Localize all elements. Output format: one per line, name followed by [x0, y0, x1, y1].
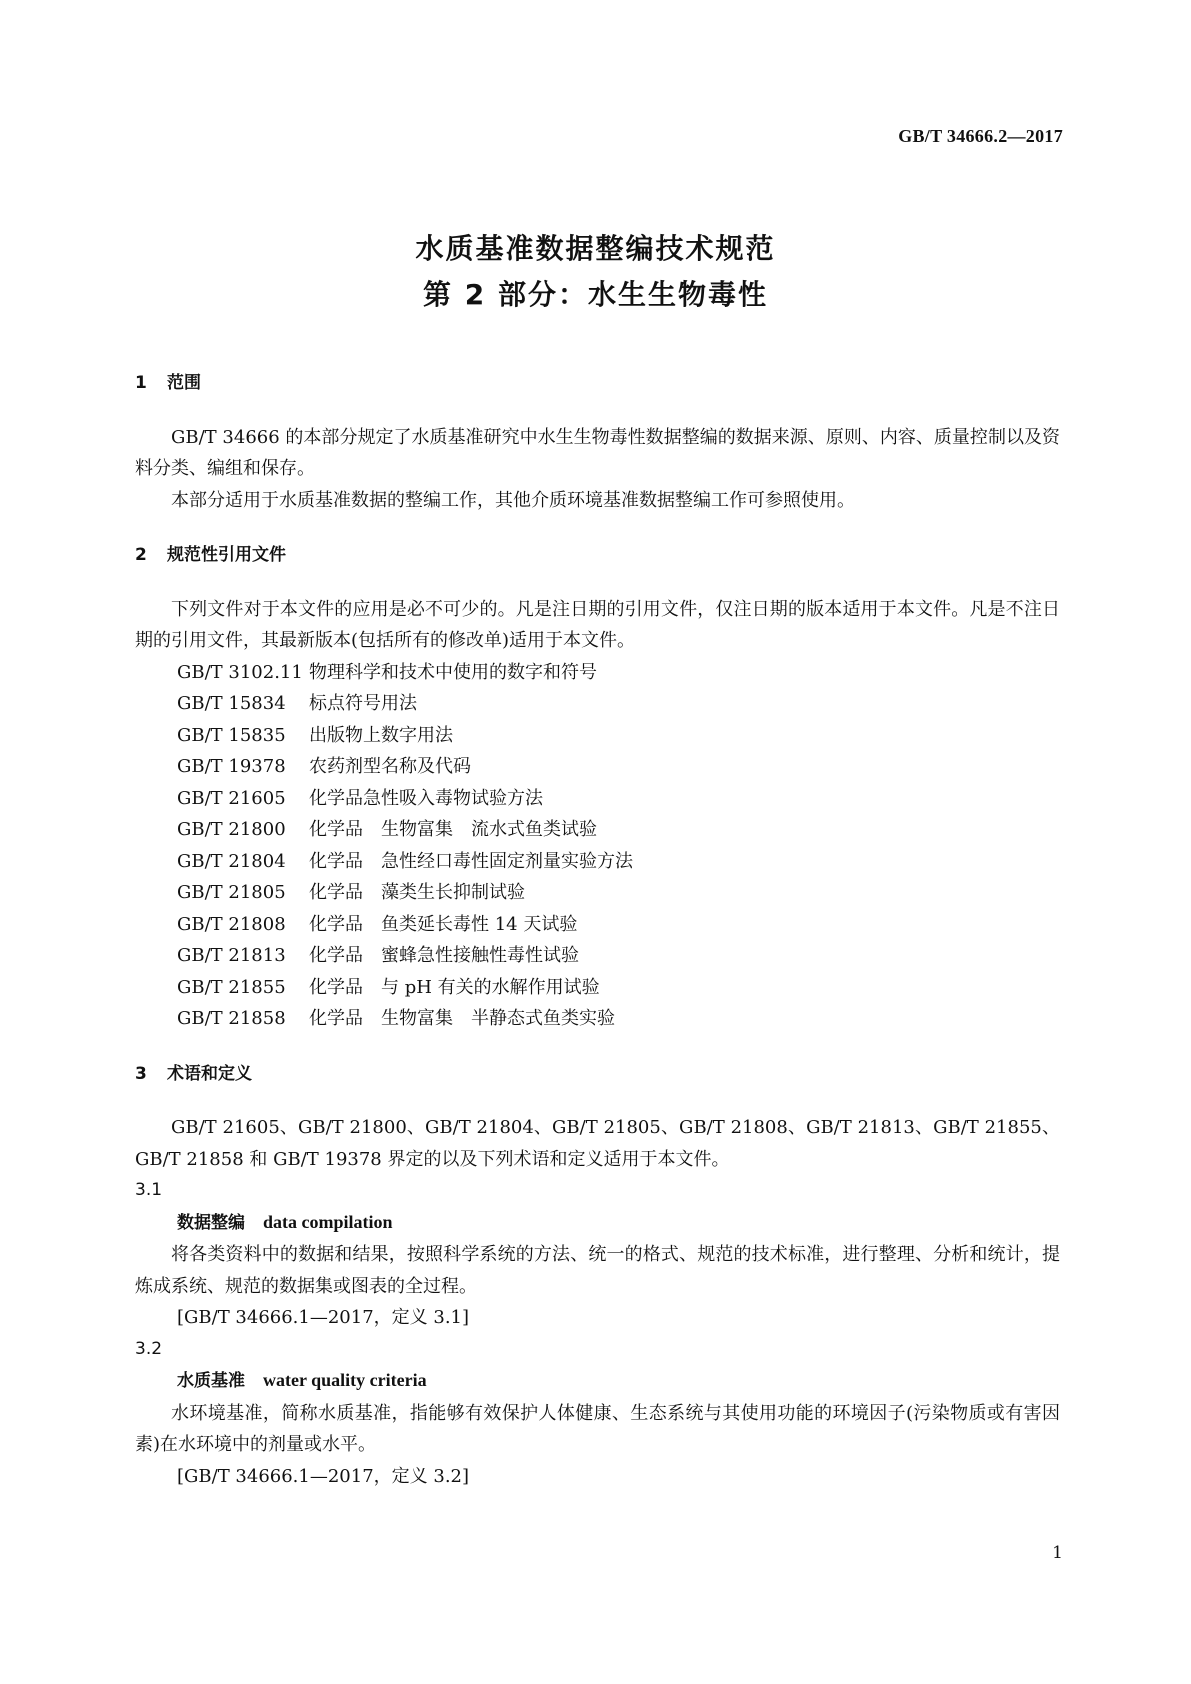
reference-code: GB/T 3102.11 [177, 661, 303, 683]
reference-title: 化学品 生物富集 流水式鱼类试验 [309, 819, 597, 840]
reference-title: 化学品 与 pH 有关的水解作用试验 [309, 976, 600, 998]
section-number: 2 [135, 545, 147, 565]
term-entry [135, 1334, 1060, 1493]
reference-item [135, 877, 1060, 909]
section-title: 范围 [167, 373, 201, 393]
reference-code: GB/T 21813 [177, 945, 286, 966]
reference-title: 化学品 蜜蜂急性接触性毒性试验 [309, 945, 579, 966]
document-title [0, 226, 1191, 318]
reference-title: 化学品 藻类生长抑制试验 [309, 882, 525, 903]
reference-title: 化学品 鱼类延长毒性 14 天试验 [309, 913, 578, 935]
reference-title: 化学品急性吸入毒物试验方法 [309, 787, 543, 809]
title-line-2: 第 2 部分：水生生物毒性 [423, 278, 768, 311]
scope-paragraph-2: 本部分适用于水质基准数据的整编工作，其他介质环境基准数据整编工作可参照使用。 [171, 489, 855, 511]
reference-item [135, 1003, 1060, 1035]
term-source: [GB/T 34666.1—2017，定义 3.2] [177, 1465, 470, 1487]
term-heading [135, 1207, 1060, 1240]
reference-title: 标点符号用法 [309, 693, 417, 714]
reference-item [135, 814, 1060, 846]
normative-refs-intro: 下列文件对于本文件的应用是必不可少的。凡是注日期的引用文件，仅注日期的版本适用于本文件。凡是不注日期的引用文件，其最新版本(包括所有的修改单)适用于本文件。 [135, 598, 1060, 651]
reference-item [135, 940, 1060, 972]
reference-code: GB/T 21804 [177, 850, 286, 872]
reference-item [135, 751, 1060, 783]
reference-code: GB/T 21805 [177, 882, 286, 903]
standard-code: GB/T 34666.2—2017 [898, 126, 1063, 146]
section-number: 3 [135, 1063, 147, 1084]
reference-title: 化学品 生物富集 半静态式鱼类实验 [309, 1008, 615, 1029]
reference-item [135, 909, 1060, 941]
reference-item [135, 688, 1060, 720]
page-number: 1 [1052, 1543, 1063, 1563]
reference-code: GB/T 15834 [177, 693, 286, 714]
reference-code: GB/T 21605 [177, 787, 286, 809]
term-name-en: data compilation [263, 1211, 393, 1232]
reference-item [135, 846, 1060, 878]
reference-title: 农药剂型名称及代码 [309, 756, 471, 777]
document-body [135, 368, 1060, 1492]
section-title: 规范性引用文件 [167, 545, 286, 565]
section-heading-scope [135, 368, 1060, 400]
term-heading [135, 1365, 1060, 1398]
section-title: 术语和定义 [167, 1063, 252, 1084]
title-line-1: 水质基准数据整编技术规范 [415, 232, 776, 265]
section-number: 1 [135, 373, 147, 393]
reference-item [135, 657, 1060, 689]
reference-title: 物理科学和技术中使用的数字和符号 [309, 661, 597, 683]
term-definition: 将各类资料中的数据和结果，按照科学系统的方法、统一的格式、规范的技术标准，进行整理、分析和统计，提炼成系统、规范的数据集或图表的全过程。 [135, 1244, 1060, 1297]
reference-title: 化学品 急性经口毒性固定剂量实验方法 [309, 850, 633, 872]
term-number: 3.1 [135, 1180, 163, 1200]
reference-code: GB/T 15835 [177, 724, 286, 746]
section-heading-normative-references [135, 540, 1060, 572]
terms-intro: GB/T 21605、GB/T 21800、GB/T 21804、GB/T 21805、GB/T 21808、GB/T 21813、GB/T 21855、GB/T 21858 和 GB/T 19378 界定的以及下列术语和定义适用于本文件。 [135, 1117, 1060, 1170]
reference-item [135, 720, 1060, 752]
term-number: 3.2 [135, 1338, 163, 1359]
reference-code: GB/T 21858 [177, 1008, 286, 1029]
term-name-zh: 数据整编 [177, 1212, 245, 1233]
reference-item [135, 972, 1060, 1004]
section-heading-terms [135, 1059, 1060, 1091]
term-definition: 水环境基准，简称水质基准，指能够有效保护人体健康、生态系统与其使用功能的环境因子(污染物质或有害因素)在水环境中的剂量或水平。 [135, 1402, 1060, 1455]
reference-list [135, 657, 1060, 1035]
term-name-zh: 水质基准 [177, 1371, 245, 1391]
reference-item [135, 783, 1060, 815]
reference-code: GB/T 19378 [177, 756, 286, 777]
reference-code: GB/T 21808 [177, 913, 286, 935]
term-name-en: water quality criteria [263, 1370, 427, 1390]
scope-paragraph-1: GB/T 34666 的本部分规定了水质基准研究中水生生物毒性数据整编的数据来源、原则、内容、质量控制以及资料分类、编组和保存。 [135, 426, 1060, 479]
reference-code: GB/T 21800 [177, 819, 286, 840]
term-entry [135, 1175, 1060, 1334]
reference-title: 出版物上数字用法 [309, 724, 453, 746]
reference-code: GB/T 21855 [177, 976, 286, 998]
term-source: [GB/T 34666.1—2017，定义 3.1] [177, 1307, 470, 1328]
